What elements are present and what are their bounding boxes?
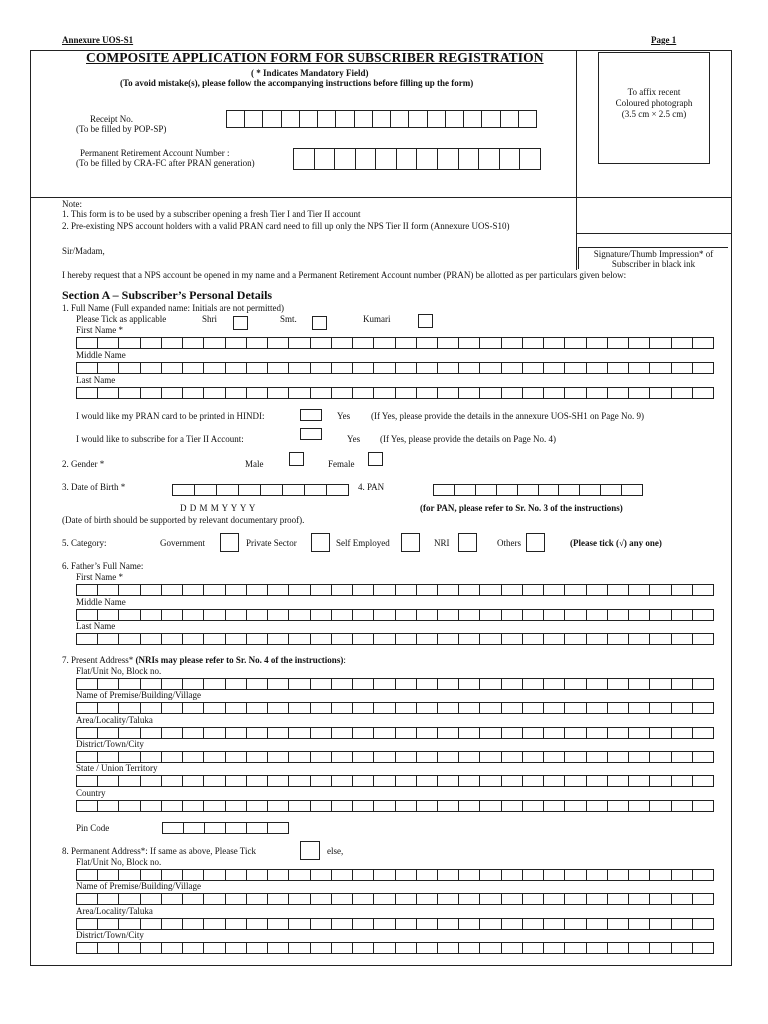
title-kumari-checkbox[interactable]	[418, 314, 433, 328]
perm-premise-label: Name of Premise/Building/Village	[76, 881, 201, 891]
note-item-2: 2. Pre-existing NPS account holders with a valid PRAN card need to fill up only the NPS Tier II form (Annexure UOS-S10)	[62, 221, 510, 231]
father-last-name-boxes[interactable]	[76, 633, 713, 645]
receipt-label: Receipt No.	[90, 114, 133, 124]
mandatory-note: ( * Indicates Mandatory Field)	[251, 68, 369, 78]
tier2-checkbox[interactable]	[300, 428, 322, 440]
father-middle-name-boxes[interactable]	[76, 609, 713, 621]
category-private-label: Private Sector	[246, 538, 297, 548]
category-others-label: Others	[497, 538, 521, 548]
addr-state-label: State / Union Territory	[76, 763, 158, 773]
photo-line-3: (3.5 cm × 2.5 cm)	[621, 109, 687, 119]
permanent-address-label: 8. Permanent Address*: If same as above, Please Tick	[62, 846, 256, 856]
tier2-yes-label: Yes	[347, 434, 361, 444]
last-name-label: Last Name	[76, 375, 116, 385]
pran-number-boxes[interactable]	[293, 148, 540, 170]
addr-flat-label: Flat/Unit No, Block no.	[76, 666, 162, 676]
pan-boxes[interactable]	[433, 484, 642, 496]
title-shri-checkbox[interactable]	[233, 316, 248, 330]
father-middle-name-label: Middle Name	[76, 597, 126, 607]
section-a-title: Section A – Subscriber’s Personal Details	[62, 288, 273, 302]
category-others-checkbox[interactable]	[526, 533, 545, 552]
please-tick-label: Please Tick as applicable	[76, 314, 167, 324]
first-name-boxes[interactable]	[76, 337, 713, 349]
pran-label: Permanent Retirement Account Number :	[80, 148, 230, 158]
title-shri-label: Shri	[202, 314, 218, 324]
header-divider	[30, 197, 732, 198]
father-last-name-label: Last Name	[76, 621, 116, 631]
perm-flat-label: Flat/Unit No, Block no.	[76, 857, 162, 867]
tier2-label: I would like to subscribe for a Tier II Account:	[76, 434, 244, 444]
pin-code-boxes[interactable]	[162, 822, 288, 834]
signature-top-line	[576, 233, 732, 234]
perm-district-label: District/Town/City	[76, 930, 144, 940]
present-address-title: 7. Present Address*	[62, 655, 136, 665]
dob-format: D D M M Y Y Y Y	[180, 503, 256, 513]
pran-sublabel: (To be filled by CRA-FC after PRAN generation)	[76, 158, 255, 168]
pin-code-label: Pin Code	[76, 823, 110, 833]
present-address-label	[62, 655, 346, 665]
dob-label: 3. Date of Birth *	[62, 482, 126, 492]
salutation: Sir/Madam,	[62, 246, 105, 256]
hindi-label: I would like my PRAN card to be printed in HINDI:	[76, 411, 265, 421]
dob-note: (Date of birth should be supported by relevant documentary proof).	[62, 515, 305, 525]
addr-district-boxes[interactable]	[76, 751, 713, 763]
hindi-note: (If Yes, please provide the details in the annexure UOS-SH1 on Page No. 9)	[371, 411, 644, 421]
hindi-checkbox[interactable]	[300, 409, 322, 421]
full-name-label: 1. Full Name (Full expanded name: Initials are not permitted)	[62, 303, 284, 313]
perm-premise-boxes[interactable]	[76, 893, 713, 905]
addr-country-boxes[interactable]	[76, 800, 713, 812]
tier2-note: (If Yes, please provide the details on Page No. 4)	[380, 434, 556, 444]
category-government-checkbox[interactable]	[220, 533, 239, 552]
signature-line-1: Signature/Thumb Impression* of	[593, 249, 714, 259]
middle-name-label: Middle Name	[76, 350, 126, 360]
addr-area-boxes[interactable]	[76, 727, 713, 739]
perm-district-boxes[interactable]	[76, 942, 713, 954]
first-name-label: First Name *	[76, 325, 123, 335]
gender-female-label: Female	[328, 459, 355, 469]
annexure-label: Annexure UOS-S1	[62, 35, 134, 45]
receipt-number-boxes[interactable]	[226, 110, 536, 128]
category-label: 5. Category:	[62, 538, 107, 548]
present-address-note: (NRIs may please refer to Sr. No. 4 of the instructions)	[135, 655, 344, 665]
note-heading: Note:	[62, 199, 82, 209]
title-smt-label: Smt.	[280, 314, 297, 324]
father-first-name-boxes[interactable]	[76, 584, 713, 596]
signature-line-2: Subscriber in black ink	[611, 259, 696, 269]
perm-flat-boxes[interactable]	[76, 869, 713, 881]
pan-label: 4. PAN	[358, 482, 385, 492]
addr-flat-boxes[interactable]	[76, 678, 713, 690]
header-vertical-divider	[576, 50, 577, 270]
gender-female-checkbox[interactable]	[368, 452, 383, 466]
form-frame	[30, 50, 732, 966]
category-note: (Please tick (√) any one)	[570, 538, 662, 548]
page-number: Page 1	[651, 35, 677, 45]
category-self-employed-checkbox[interactable]	[401, 533, 420, 552]
perm-area-boxes[interactable]	[76, 918, 713, 930]
photo-line-1: To affix recent	[627, 87, 681, 97]
request-text: I hereby request that a NPS account be opened in my name and a Permanent Retirement Account number (PRAN) be allotted as per particulars given below:	[62, 270, 627, 280]
addr-area-label: Area/Locality/Taluka	[76, 715, 153, 725]
addr-country-label: Country	[76, 788, 106, 798]
category-nri-label: NRI	[434, 538, 450, 548]
perm-area-label: Area/Locality/Taluka	[76, 906, 153, 916]
gender-male-checkbox[interactable]	[289, 452, 304, 466]
addr-state-boxes[interactable]	[76, 775, 713, 787]
note-item-1: 1. This form is to be used by a subscriber opening a fresh Tier I and Tier II account	[62, 209, 361, 219]
instruction-note: (To avoid mistake(s), please follow the accompanying instructions before filling up the form)	[120, 78, 474, 88]
permanent-else: else,	[327, 846, 344, 856]
addr-district-label: District/Town/City	[76, 739, 144, 749]
addr-premise-boxes[interactable]	[76, 702, 713, 714]
photo-box[interactable]	[598, 52, 710, 164]
gender-male-label: Male	[245, 459, 264, 469]
category-government-label: Government	[160, 538, 205, 548]
category-self-employed-label: Self Employed	[336, 538, 390, 548]
last-name-boxes[interactable]	[76, 387, 713, 399]
hindi-yes-label: Yes	[337, 411, 351, 421]
title-kumari-label: Kumari	[363, 314, 391, 324]
present-address-colon: :	[343, 655, 346, 665]
middle-name-boxes[interactable]	[76, 362, 713, 374]
same-address-checkbox[interactable]	[300, 841, 320, 860]
signature-box[interactable]	[578, 247, 728, 269]
dob-boxes[interactable]	[172, 484, 348, 496]
pan-note: (for PAN, please refer to Sr. No. 3 of the instructions)	[420, 503, 623, 513]
photo-line-2: Coloured photograph	[615, 98, 693, 108]
father-first-name-label: First Name *	[76, 572, 123, 582]
title-smt-checkbox[interactable]	[312, 316, 327, 330]
category-nri-checkbox[interactable]	[458, 533, 477, 552]
father-name-label: 6. Father’s Full Name:	[62, 561, 144, 571]
form-title: COMPOSITE APPLICATION FORM FOR SUBSCRIBER REGISTRATION	[86, 50, 544, 65]
receipt-sublabel: (To be filled by POP-SP)	[76, 124, 167, 134]
gender-label: 2. Gender *	[62, 459, 105, 469]
category-private-checkbox[interactable]	[311, 533, 330, 552]
addr-premise-label: Name of Premise/Building/Village	[76, 690, 201, 700]
